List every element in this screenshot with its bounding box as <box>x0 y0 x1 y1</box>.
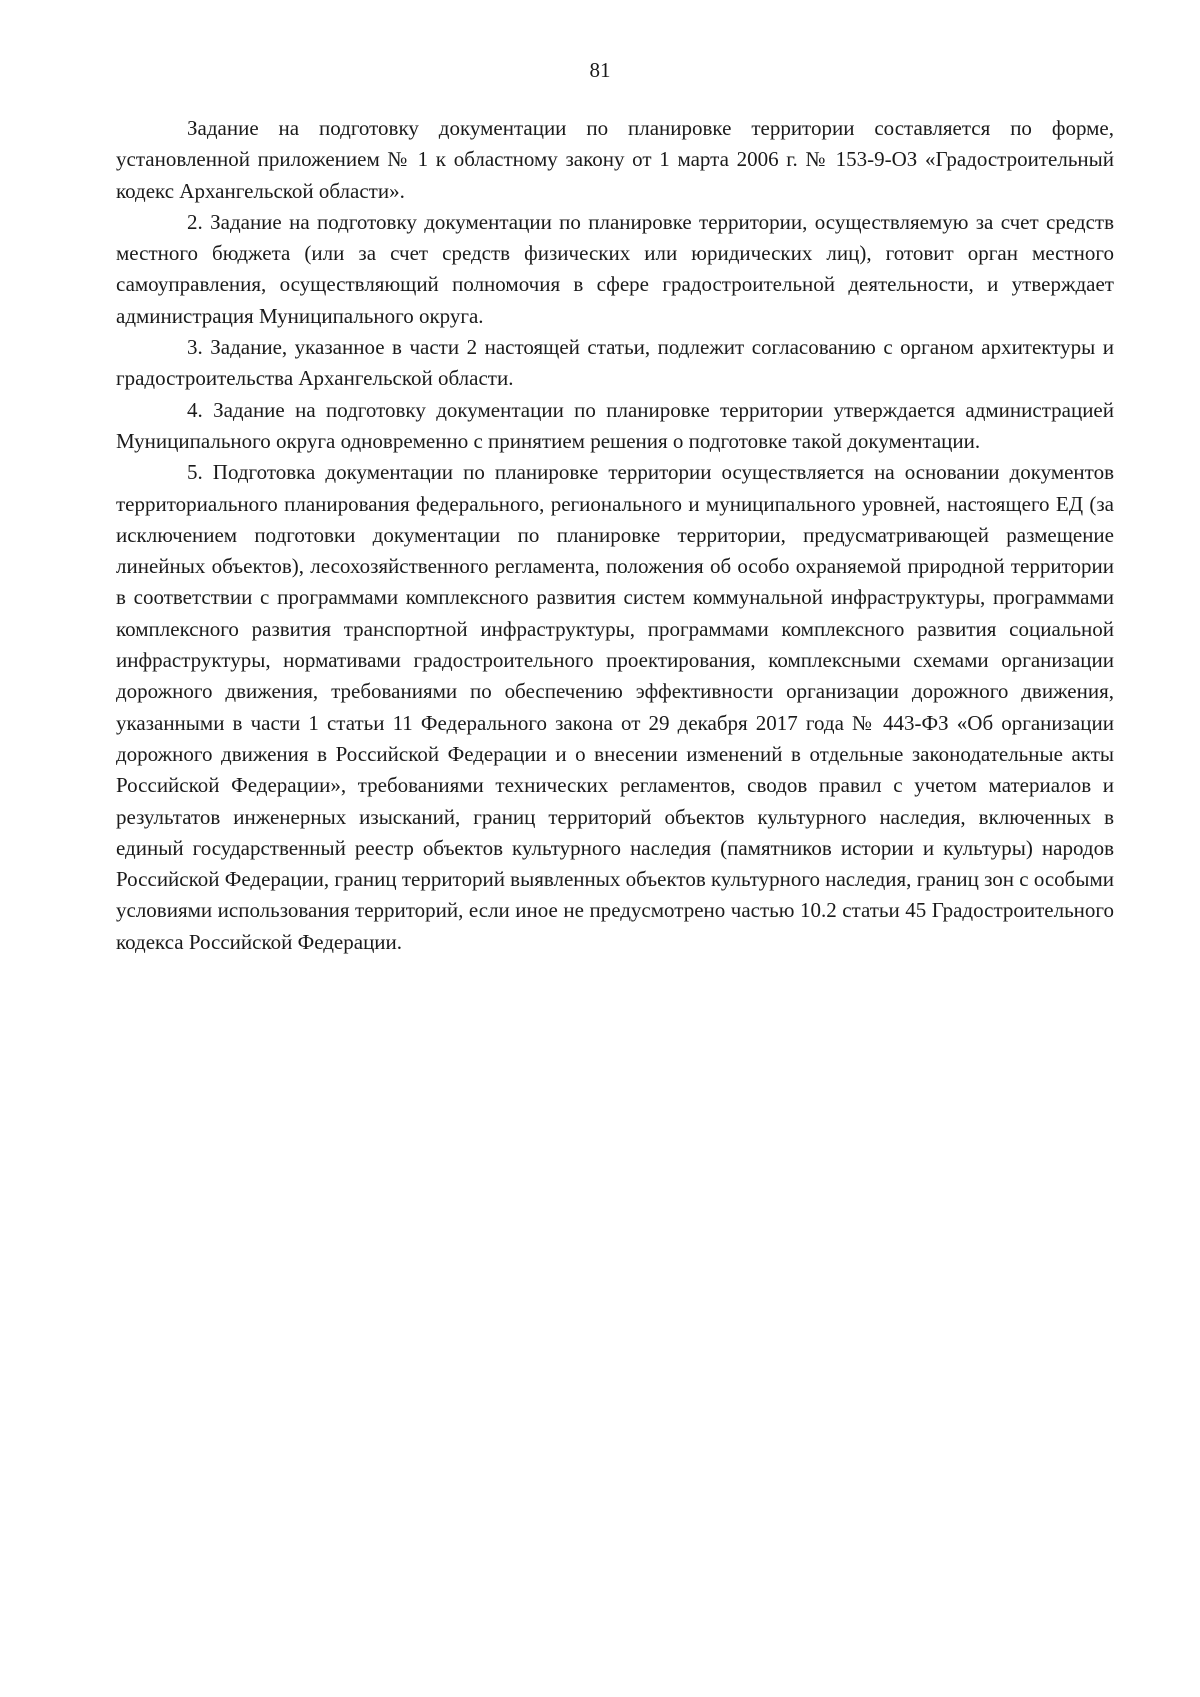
page-number: 81 <box>589 58 611 82</box>
document-body <box>116 113 1114 958</box>
paragraph-intro: Задание на подготовку документации по планировке территории составляется по форме, установленной приложением № 1 к областному закону от 1 марта 2006 г. № 153-9-ОЗ «Градостроительный кодекс Архангельской области». <box>116 116 1114 203</box>
paragraph-3: 3. Задание, указанное в части 2 настоящей статьи, подлежит согласованию с органом архитектуры и градостроительства Архангельской области. <box>116 335 1114 391</box>
paragraph-4: 4. Задание на подготовку документации по планировке территории утверждается администрацией Муниципального округа одновременно с принятием решения о подготовке такой документации. <box>116 397 1114 453</box>
paragraph-2: 2. Задание на подготовку документации по планировке территории, осуществляемую за счет средств местного бюджета (или за счет средств физических или юридических лиц), готовит орган местного самоуправления, осуществляющий полномочия в сфере градостроительной деятельности, и утверждает администрация Муниципального округа. <box>116 209 1114 328</box>
paragraph-5: 5. Подготовка документации по планировке территории осуществляется на основании документов территориального планирования федерального, регионального и муниципального уровней, настоящего ЕД (за исключением подготовки документации по планировке территории, предусматривающей размещение линейных объектов), лесохозяйственного регламента, положения об особо охраняемой природной территории в соответствии с программами комплексного развития систем коммунальной инфраструктуры, программами комплексного развития транспортной инфраструктуры, программами комплексного развития социальной инфраструктуры, нормативами градостроительного проектирования, комплексными схемами организации дорожного движения, требованиями по обеспечению эффективности организации дорожного движения, указанными в части 1 статьи 11 Федерального закона от 29 декабря 2017 года № 443-ФЗ «Об организации дорожного движения в Российской Федерации и о внесении изменений в отдельные законодательные акты Российской Федерации», требованиями технических регламентов, сводов правил с учетом материалов и результатов инженерных изысканий, границ территорий объектов культурного наследия, включенных в единый государственный реестр объектов культурного наследия (памятников истории и культуры) народов Российской Федерации, границ территорий выявленных объектов культурного наследия, границ зон с особыми условиями использования территорий, если иное не предусмотрено частью 10.2 статьи 45 Градостроительного кодекса Российской Федерации. <box>116 460 1114 954</box>
